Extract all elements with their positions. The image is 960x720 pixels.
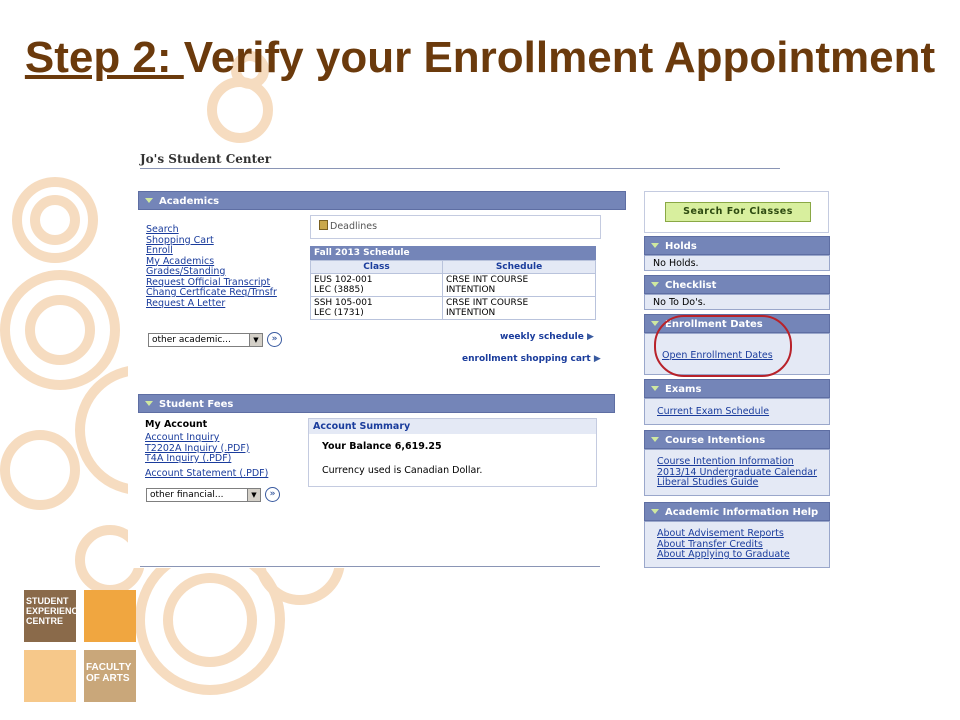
go-financial-button[interactable]: » [265,487,280,502]
enrollment-shopping-cart-link[interactable]: enrollment shopping cart ▶ [462,354,601,364]
search-classes-box [644,191,829,233]
table-row [311,274,596,297]
link-undergraduate-calendar[interactable]: 2013/14 Undergraduate Calendar [657,466,818,478]
collapse-triangle-icon [145,401,153,406]
highlight-circle [654,315,792,377]
link-request-letter[interactable]: Request A Letter [146,297,226,309]
arrow-right-icon: ▶ [586,332,594,342]
go-academic-button[interactable]: » [267,332,282,347]
current-exam-schedule-link[interactable]: Current Exam Schedule [657,406,770,417]
holds-box [644,255,830,271]
logo-block-orange-1 [84,590,136,642]
account-summary-box [308,418,597,487]
account-summary-title: Account Summary [309,419,596,434]
logo-block-faculty [84,650,136,702]
student-center-screenshot [128,144,834,568]
weekly-schedule-link[interactable]: weekly schedule ▶ [500,332,594,342]
my-account-label: My Account [145,419,208,430]
collapse-triangle-icon [651,282,659,287]
title-rest: Verify your Enrollment Appointment [183,33,936,82]
holds-text: No Holds. [653,258,699,269]
link-enroll[interactable]: Enroll [146,245,173,256]
logo [24,590,136,702]
holds-header[interactable]: Holds [644,236,830,255]
table-row [311,297,596,320]
link-my-academics[interactable]: My Academics [146,255,215,267]
link-shopping-cart[interactable]: Shopping Cart [146,234,214,246]
open-enrollment-dates-link[interactable]: Open Enrollment Dates [662,350,773,361]
student-center-title: Jo's Student Center [140,152,272,166]
currency-text: Currency used is Canadian Dollar. [322,465,483,476]
collapse-triangle-icon [651,321,659,326]
link-search[interactable]: Search [146,224,179,235]
deadlines-icon [319,220,328,230]
arrow-right-icon: ▶ [593,354,601,364]
col-schedule: Schedule [443,261,596,274]
link-applying-graduate[interactable]: About Applying to Graduate [657,549,790,560]
col-class: Class [311,261,443,274]
course-intentions-box [644,449,830,496]
exams-box [644,398,830,425]
schedule-table [310,260,596,320]
academic-info-help-links [657,529,790,561]
logo-text-bottom: FACULTY OF ARTS [86,662,132,684]
fees-links [145,433,295,465]
academic-info-help-header[interactable]: Academic Information Help [644,502,830,521]
checklist-text: No To Do's. [653,297,706,308]
collapse-triangle-icon [651,243,659,248]
class-cell: EUS 102-001 LEC (3885) [311,274,443,297]
schedule-header-row [311,261,596,274]
logo-text-top: STUDENT EXPERIENCE CENTRE [26,596,85,626]
student-fees-header[interactable]: Student Fees [138,394,615,413]
link-request-transcript[interactable]: Request Official Transcript [146,276,271,288]
deadlines-box[interactable]: Deadlines [310,215,601,239]
link-change-certificate[interactable]: Chang Certficate Req/Trnsfr [146,287,277,298]
exams-header[interactable]: Exams [644,379,830,398]
logo-block-orange-2 [24,650,76,702]
title-step: Step 2: [24,33,184,82]
collapse-triangle-icon [651,437,659,442]
dropdown-arrow-icon: ▼ [249,334,262,346]
schedule-cell: CRSE INT COURSE INTENTION [443,274,596,297]
course-intentions-links [657,457,817,489]
logo-block-student-experience [24,590,85,642]
link-account-statement[interactable]: Account Statement (.PDF) [145,468,269,479]
link-t4a-inquiry[interactable]: T4A Inquiry (.PDF) [145,453,232,464]
link-transfer-credits[interactable]: About Transfer Credits [657,538,763,550]
collapse-triangle-icon [651,386,659,391]
link-account-inquiry[interactable]: Account Inquiry [145,432,220,443]
collapse-triangle-icon [651,509,659,514]
academics-links [146,225,296,309]
search-for-classes-button[interactable]: Search For Classes [665,202,811,222]
slide-title [0,28,960,88]
class-cell: SSH 105-001 LEC (1731) [311,297,443,320]
course-intentions-header[interactable]: Course Intentions [644,430,830,449]
balance-text: Your Balance 6,619.25 [322,441,442,452]
link-advisement-reports[interactable]: About Advisement Reports [657,528,784,539]
other-financial-select[interactable]: other financial... ▼ [146,488,261,502]
link-liberal-studies-guide[interactable]: Liberal Studies Guide [657,477,759,488]
enrollment-dates-header[interactable]: Enrollment Dates [644,314,830,333]
schedule-title: Fall 2013 Schedule [310,246,596,260]
title-divider [140,168,780,169]
link-t2202a-inquiry[interactable]: T2202A Inquiry (.PDF) [145,442,250,454]
link-course-intention-info[interactable]: Course Intention Information [657,456,794,467]
schedule-cell: CRSE INT COURSE INTENTION [443,297,596,320]
other-academic-select[interactable]: other academic... ▼ [148,333,263,347]
link-grades-standing[interactable]: Grades/Standing [146,266,226,277]
collapse-triangle-icon [145,198,153,203]
dropdown-arrow-icon: ▼ [247,489,260,501]
academics-header[interactable]: Academics [138,191,626,210]
academic-info-help-box [644,521,830,568]
checklist-box [644,294,830,310]
bottom-rule [140,566,600,567]
checklist-header[interactable]: Checklist [644,275,830,294]
